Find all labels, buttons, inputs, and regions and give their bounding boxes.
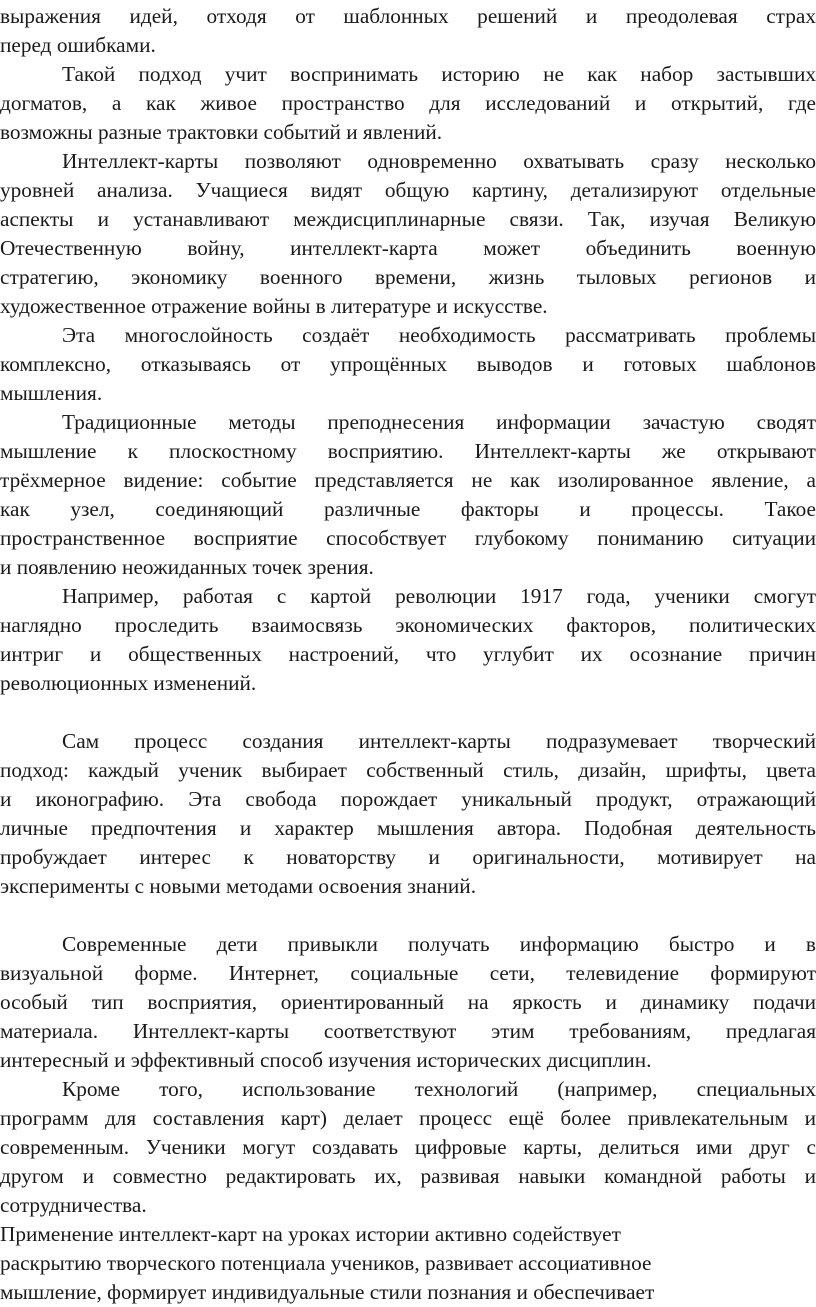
text-line: догматов, а как живое пространство для исследований и открытий, где — [0, 91, 816, 115]
text-line: пространственное восприятие способствует глубокому пониманию ситуации — [0, 526, 816, 550]
text-line: комплексно, отказываясь от упрощённых выводов и готовых шаблонов — [0, 352, 816, 376]
text-line: художественное отражение войны в литературе и искусстве. — [0, 294, 548, 318]
text-line: Такой подход учит воспринимать историю не как набор застывших — [62, 62, 816, 86]
text-line: Например, работая с картой революции 1917 года, ученики смогут — [62, 584, 816, 608]
text-line: возможны разные трактовки событий и явлений. — [0, 120, 443, 144]
text-line: материала. Интеллект-карты соответствуют этим требованиям, предлагая — [0, 1019, 816, 1043]
text-line: эксперименты с новыми методами освоения знаний. — [0, 874, 477, 898]
text-line: современным. Ученики могут создавать цифровые карты, делиться ими друг с — [0, 1135, 816, 1159]
text-line: другом и совместно редактировать их, развивая навыки командной работы и — [0, 1164, 816, 1188]
text-line: Кроме того, использование технологий (например, специальных — [62, 1077, 816, 1101]
text-line: мышление, формирует индивидуальные стили познания и обеспечивает — [0, 1280, 655, 1304]
text-line: стратегию, экономику военного времени, жизнь тыловых регионов и — [0, 265, 816, 289]
text-line: Традиционные методы преподнесения информации зачастую сводят — [62, 410, 816, 434]
text-line: мышления. — [0, 381, 103, 405]
text-line: интриг и общественных настроений, что углубит их осознание причин — [0, 642, 816, 666]
text-line: Эта многослойность создаёт необходимость рассматривать проблемы — [62, 323, 816, 347]
text-line: сотрудничества. — [0, 1193, 147, 1217]
text-line: подход: каждый ученик выбирает собственный стиль, дизайн, шрифты, цвета — [0, 758, 816, 782]
text-line: Современные дети привыкли получать информацию быстро и в — [62, 932, 816, 956]
text-line: революционных изменений. — [0, 671, 257, 695]
text-line: как узел, соединяющий различные факторы и процессы. Такое — [0, 497, 816, 521]
text-line: трёхмерное видение: событие представляется не как изолированное явление, а — [0, 468, 816, 492]
text-line: мышление к плоскостному восприятию. Интеллект-карты же открывают — [0, 439, 816, 463]
text-line: Применение интеллект-карт на уроках истории активно содействует — [0, 1222, 621, 1246]
text-line: программ для составления карт) делает процесс ещё более привлекательным и — [0, 1106, 816, 1130]
text-line: Интеллект-карты позволяют одновременно охватывать сразу несколько — [62, 149, 816, 173]
text-line: выражения идей, отходя от шаблонных решений и преодолевая страх — [0, 4, 816, 28]
text-line: Сам процесс создания интеллект-карты подразумевает творческий — [62, 729, 816, 753]
text-line: личные предпочтения и характер мышления автора. Подобная деятельность — [0, 816, 816, 840]
text-line: и иконографию. Эта свобода порождает уникальный продукт, отражающий — [0, 787, 816, 811]
text-line: и появлению неожиданных точек зрения. — [0, 555, 374, 579]
text-line: пробуждает интерес к новаторству и оригинальности, мотивирует на — [0, 845, 816, 869]
text-line: интересный и эффективный способ изучения исторических дисциплин. — [0, 1048, 652, 1072]
text-line: раскрытию творческого потенциала учеников, развивает ассоциативное — [0, 1251, 652, 1275]
text-line: перед ошибками. — [0, 33, 156, 57]
text-line: визуальной форме. Интернет, социальные сети, телевидение формируют — [0, 961, 816, 985]
text-line: наглядно проследить взаимосвязь экономических факторов, политических — [0, 613, 816, 637]
text-line: особый тип восприятия, ориентированный на яркость и динамику подачи — [0, 990, 816, 1014]
text-line: Отечественную войну, интеллект-карта может объединить военную — [0, 236, 816, 260]
text-line: аспекты и устанавливают междисциплинарные связи. Так, изучая Великую — [0, 207, 816, 231]
text-line: уровней анализа. Учащиеся видят общую картину, детализируют отдельные — [0, 178, 816, 202]
